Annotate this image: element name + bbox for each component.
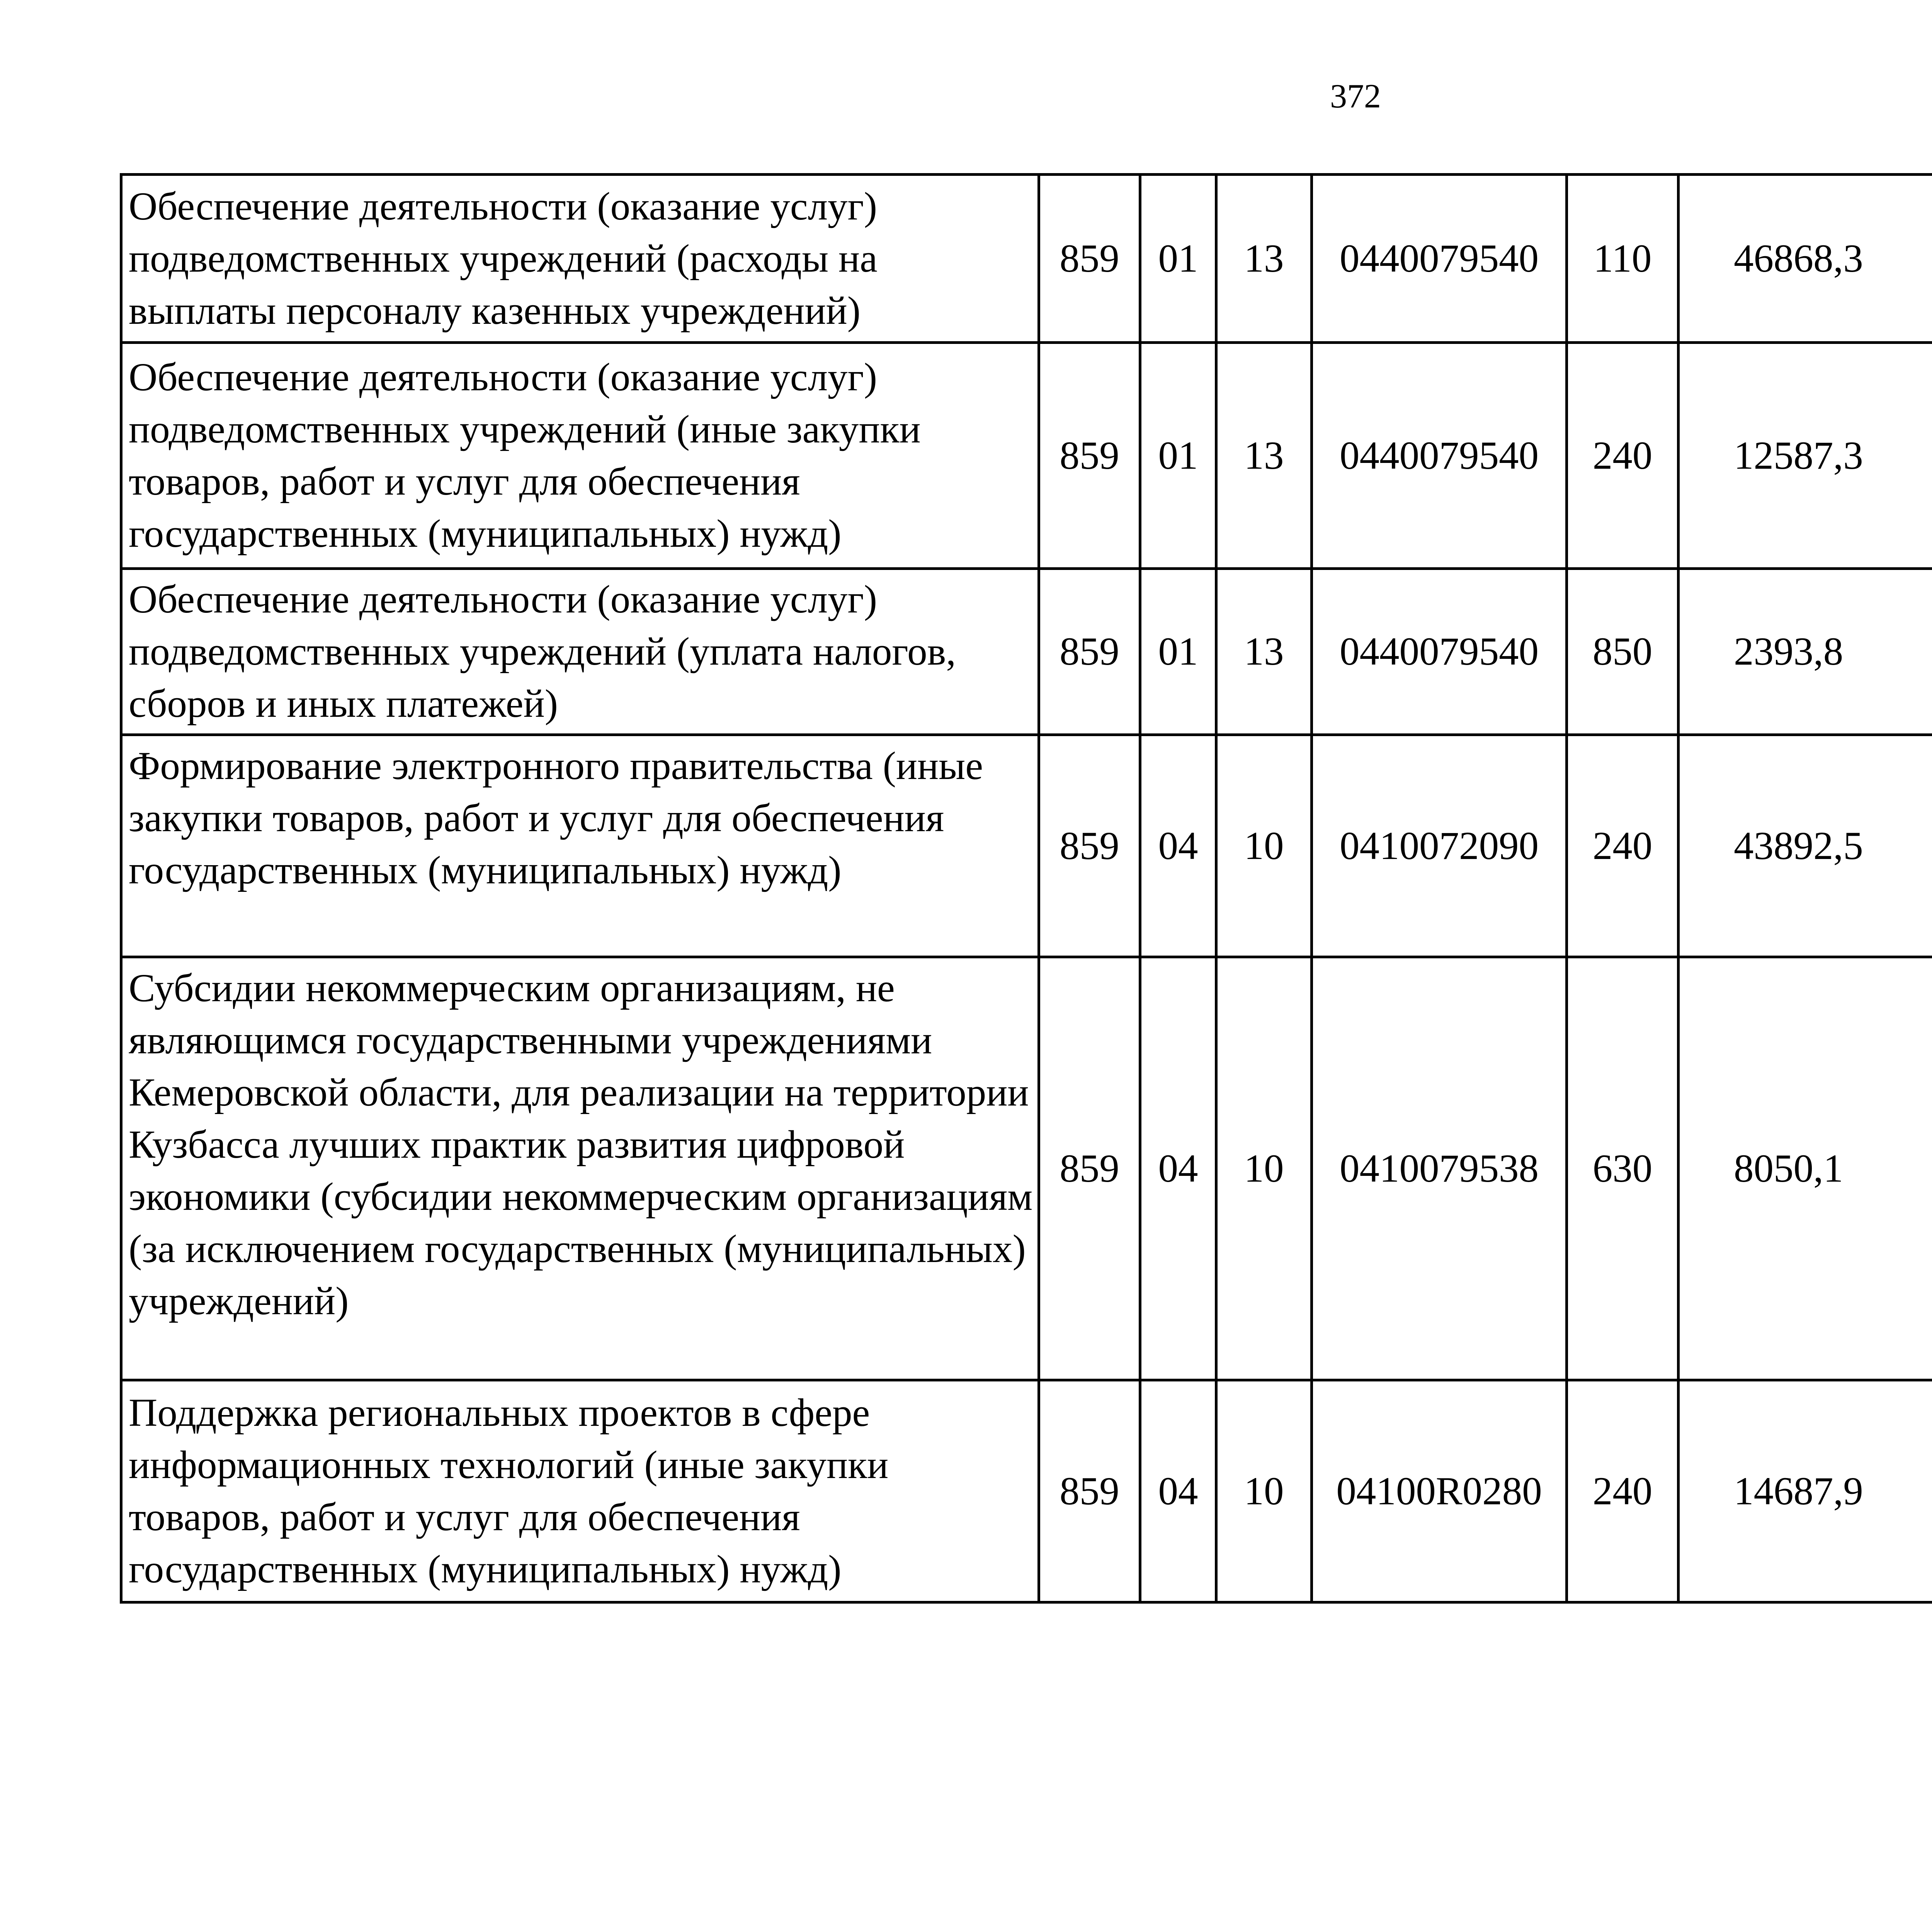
amount-1: 43892,5 (1679, 735, 1932, 957)
row-description: Обеспечение деятельности (оказание услуг) подведомственных учреждений (уплата налогов, сборов и иных платежей) (121, 569, 1039, 735)
target-article-code: 0410072090 (1312, 735, 1567, 957)
target-article-code: 0440079540 (1312, 175, 1567, 343)
ministry-code: 859 (1039, 735, 1140, 957)
row-description: Формирование электронного правительства (иные закупки товаров, работ и услуг для обеспечения государственных (муниципальных) нужд) (121, 735, 1039, 957)
ministry-code: 859 (1039, 343, 1140, 569)
subsection-code: 13 (1216, 343, 1312, 569)
subsection-code: 10 (1216, 735, 1312, 957)
target-article-code: 0440079540 (1312, 569, 1567, 735)
table-row (121, 735, 1932, 957)
row-description: Поддержка региональных проектов в сфере информационных технологий (иные закупки товаров, работ и услуг для обеспечения государственных (муниципальных) нужд) (121, 1380, 1039, 1602)
section-code: 04 (1140, 957, 1216, 1380)
table-row (121, 957, 1932, 1380)
amount-1: 14687,9 (1679, 1380, 1932, 1602)
section-code: 01 (1140, 569, 1216, 735)
amount-1: 46868,3 (1679, 175, 1932, 343)
table-row (121, 1380, 1932, 1602)
ministry-code: 859 (1039, 569, 1140, 735)
amount-1: 8050,1 (1679, 957, 1932, 1380)
row-description: Обеспечение деятельности (оказание услуг) подведомственных учреждений (расходы на выплаты персоналу казенных учреждений) (121, 175, 1039, 343)
expense-type-code: 240 (1567, 343, 1679, 569)
expense-type-code: 850 (1567, 569, 1679, 735)
subsection-code: 10 (1216, 957, 1312, 1380)
expense-type-code: 110 (1567, 175, 1679, 343)
expense-type-code: 240 (1567, 1380, 1679, 1602)
target-article-code: 0440079540 (1312, 343, 1567, 569)
subsection-code: 10 (1216, 1380, 1312, 1602)
amount-1: 2393,8 (1679, 569, 1932, 735)
section-code: 04 (1140, 1380, 1216, 1602)
subsection-code: 13 (1216, 569, 1312, 735)
target-article-code: 0410079538 (1312, 957, 1567, 1380)
section-code: 04 (1140, 735, 1216, 957)
table-row (121, 343, 1932, 569)
budget-table (120, 173, 1932, 1604)
section-code: 01 (1140, 175, 1216, 343)
table-row (121, 175, 1932, 343)
table-row (121, 569, 1932, 735)
row-description: Обеспечение деятельности (оказание услуг) подведомственных учреждений (иные закупки товаров, работ и услуг для обеспечения государственных (муниципальных) нужд) (121, 343, 1039, 569)
ministry-code: 859 (1039, 175, 1140, 343)
expense-type-code: 240 (1567, 735, 1679, 957)
page-number: 372 (1330, 78, 1381, 115)
subsection-code: 13 (1216, 175, 1312, 343)
target-article-code: 04100R0280 (1312, 1380, 1567, 1602)
ministry-code: 859 (1039, 957, 1140, 1380)
amount-1: 12587,3 (1679, 343, 1932, 569)
row-description: Субсидии некоммерческим организациям, не являющимся государственными учреждениями Кемеровской области, для реализации на территории Кузбасса лучших практик развития цифровой экономики (субсидии некоммерческим организациям (за исключением государственных (муниципальных) учреждений) (121, 957, 1039, 1380)
ministry-code: 859 (1039, 1380, 1140, 1602)
expense-type-code: 630 (1567, 957, 1679, 1380)
section-code: 01 (1140, 343, 1216, 569)
